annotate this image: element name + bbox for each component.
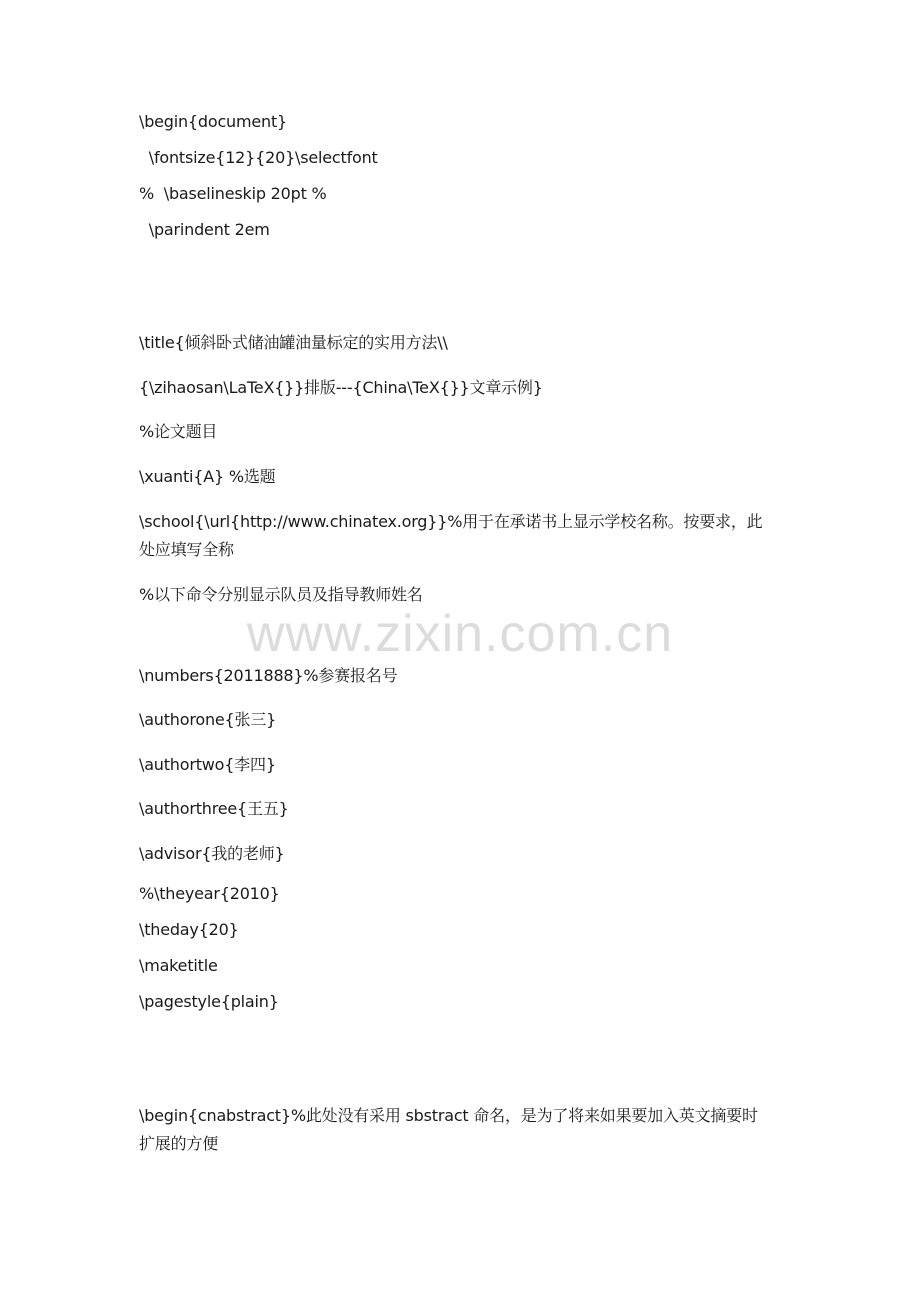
code-line: \begin{document} (139, 112, 288, 131)
code-line: \fontsize{12}{20}\selectfont (139, 148, 378, 167)
code-line: %\theyear{2010} (139, 884, 280, 903)
code-line: % \baselineskip 20pt % (139, 184, 327, 203)
code-line: \parindent 2em (139, 220, 270, 239)
code-line: {\zihaosan\LaTeX{}}排版---{China\TeX{}}文章示例} (139, 378, 543, 397)
code-line: \numbers{2011888}%参赛报名号 (139, 666, 398, 685)
code-line: \pagestyle{plain} (139, 992, 279, 1011)
code-line: 处应填写全称 (139, 540, 234, 559)
code-line: \school{\url{http://www.chinatex.org}}%用于在承诺书上显示学校名称。按要求，此 (139, 512, 763, 531)
code-line: \advisor{我的老师} (139, 844, 285, 863)
code-line: %论文题目 (139, 422, 218, 441)
code-line: \title{倾斜卧式储油罐油量标定的实用方法\\ (139, 333, 448, 352)
code-line: \authorthree{王五} (139, 799, 289, 818)
code-line: \authortwo{李四} (139, 755, 276, 774)
code-line: \maketitle (139, 956, 218, 975)
code-line: \theday{20} (139, 920, 239, 939)
code-line: \xuanti{A} %选题 (139, 467, 276, 486)
code-line: \authorone{张三} (139, 710, 277, 729)
watermark: www.zixin.com.cn (246, 605, 674, 663)
code-line: %以下命令分别显示队员及指导教师姓名 (139, 585, 423, 604)
code-line: \begin{cnabstract}%此处没有采用 sbstract 命名，是为了将来如果要加入英文摘要时 (139, 1106, 758, 1125)
code-line: 扩展的方便 (139, 1134, 219, 1153)
